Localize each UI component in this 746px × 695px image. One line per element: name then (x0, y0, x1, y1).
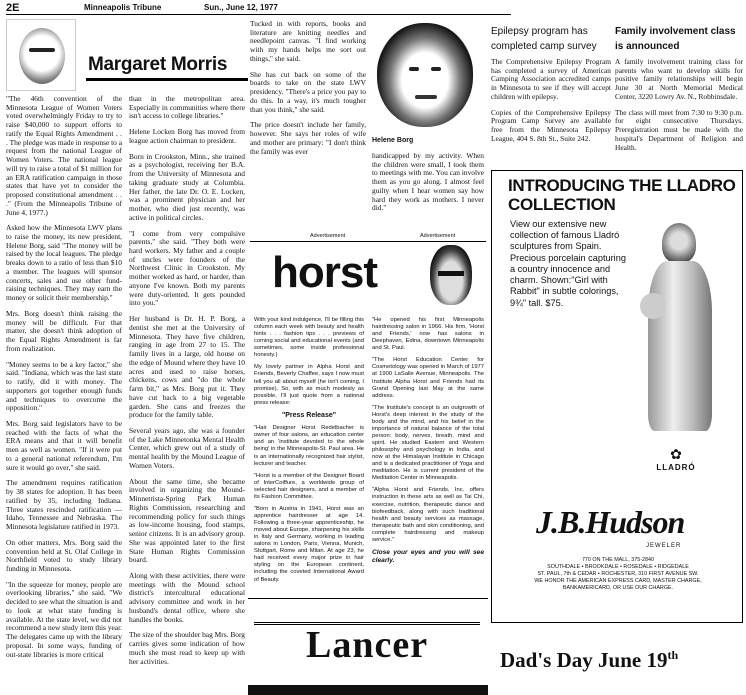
lancer-logo: Lancer (306, 624, 429, 666)
horst-right-column (372, 317, 484, 595)
paragraph: Along with these activities, there were meetings with the Mound school district's intercultural educational advisory committee and work in her husband's dental office, where she handles the books. (129, 570, 245, 624)
horst-title: horst (272, 248, 377, 297)
store-locations (496, 557, 740, 592)
epilepsy-story (491, 57, 611, 143)
lladro-description: View our extensive new collection of famous Lladró sculptures from Spain. Precious porcelain capturing a country innocence and charm. Shown:"Girl with Rabbit" in subtle colorings, 9¾" tall. $75. (510, 219, 626, 308)
paragraph: A family involvement training class for parents who want to develop skills for positive family relationships will begin June 30 at North Memorial Medical Center, 3220 Lowry Av. N., Robbinsdale. (615, 57, 743, 101)
paragraph: Copies of the Comprehensive Epilepsy Program Camp Survey are available free from the Minnesota Epilepsy League, 404 S. 8th St., Suite 242. (491, 107, 611, 143)
paragraph: About the same time, she became involved in organizing the Mound-Minnetrista-Spring Park Human Rights Commission, researching and recommending policy for such things as low-income housing, food stamps, senior citizens. It is an advisory group. She was appointed later to the first State Human Rights Commission board. (129, 476, 245, 565)
store-line: SOUTHDALE • BROOKDALE • ROSEDALE • RIDGEDALE (547, 564, 689, 571)
store-line: BANKAMERICARD, OR USE OUR CHARGE. (562, 585, 674, 592)
title-rule (86, 78, 248, 81)
issue-date: Sun., June 12, 1977 (204, 3, 278, 13)
paragraph: The amendment requires ratification by 38 states for adoption. It has been ratified by 35, including Indiana. Three states rescinded ratification — Idaho, Tennessee and Nebraska. The Minnesota legislature ratified in 1973. (6, 478, 122, 532)
horst-closing: Close your eyes and you will see clearly. (372, 548, 484, 564)
dads-day-suffix: th (667, 648, 679, 662)
store-line: ST. PAUL, 7th & CEDAR • ROCHESTER, 310 FIRST AVENUE SW. (537, 571, 699, 578)
store-line: WE HONOR THE AMERICAN EXPRESS CARD, MASTER CHARGE, (534, 578, 702, 585)
press-release-heading: "Press Release" (281, 411, 337, 419)
lladro-ad (491, 170, 743, 623)
article-column-3 (250, 20, 366, 230)
article-column-1 (6, 95, 122, 694)
horst-ad (250, 233, 486, 595)
paragraph: Tucked in with reports, books and literature are knitting needles and needlepoint canvas. "I find working with my hands helps me sort out things," she said. (250, 19, 366, 63)
ad-paragraph: "The Horst Education Center for Cosmetology was opened in March of 1977 at 1900 LaSalle Avenue, Minneapolis. The Institute Alpha Horst and Friends had its Grand Opening last May at the same address. (372, 357, 484, 399)
paragraph: The Comprehensive Epilepsy Program has completed a survey of American Camping Association accredited camps in Minnesota to see if they will accept children with epilepsy. (491, 57, 611, 101)
ad-paragraph: My lovely partner in Alpha Horst and Friends, Beverly Chaffee, says I now must tell you all about myself (he isn't coming, I promise). So, with as much modesty as possible, I'll just quote from a national press release: (254, 364, 364, 406)
lladro-logo (646, 449, 706, 472)
ad-paragraph: "Born in Austria in 1941, Horst was an apprentice hairdresser at age 14. Following a three-year apprenticeship, he moved about Europe, sharpening his skills in Italy and Germany, working in leading salons in London, Paris, Vienna, Munich, Stuttgart, Rome and Milan. At age 23, he had received every major prize in hair styling on the European continent, including the coveted International Award of Beauty. (254, 505, 364, 583)
column-title: Margaret Morris (88, 54, 228, 75)
paragraph: Born in Crookston, Minn., she trained as a psychologist, receiving her B.A. from the University of Minnesota and taking graduate study at Columbia. Her father, the late Dr. O. E. Locken, was a prominent physician and her mother, who died just recently, was active in political circles. (129, 151, 245, 222)
lancer-ad (248, 598, 488, 694)
ad-paragraph: "Horst is a member of the Designer Board of InterCoiffure, a worldwide group of selected hair designers, and a member of its Fashion Committee. (254, 472, 364, 500)
paragraph: Helene Locken Borg has moved from league action chairman to president. (129, 127, 245, 145)
paragraph: "I come from very compulsive parents," she said. "They both were hard workers. My father and a couple of uncles were founders of the Northwest Clinic in Crookston. My mother worked as hard, or harder, than anyone I've known. Both my parents were duty-oriented. It gets pounded into you." (129, 228, 245, 308)
epilepsy-headline: Epilepsy program has completed camp survey (491, 26, 597, 52)
ad-paragraph: "Hair Designer Horst Redelbacher is owner of four salons, an education center and an 'institute devoted to the whole being' in the Minneapolis-St. Paul area. He is an internationally recognized hair stylist, lecturer and teacher. (254, 425, 364, 467)
paragraph: The size of the shoulder bag Mrs. Borg carries gives some indication of how much she must read to keep up with her activities. (129, 630, 245, 666)
dads-day-banner (500, 648, 678, 673)
paragraph: "In the squeeze for money, people are overlooking libraries," she said. "We decided to see what the situation is and to look at what state funding is available. At the state level, we did not recommend a new study item this year. The delegates came up with the library proposal. In some ways, funding of out-state libraries is more critical (6, 579, 122, 659)
lladro-headline-1: INTRODUCING THE LLADRO (508, 176, 736, 195)
photo-caption: Helene Borg (372, 137, 414, 144)
lladro-headline-2: COLLECTION (508, 195, 616, 214)
publication-name: Minneapolis Tribune (84, 3, 162, 13)
lladro-brand: LLADRÓ (656, 463, 696, 472)
columnist-photo (6, 19, 76, 91)
ad-paragraph: "He opened his first Minneapolis hairdressing salon in 1966. His firm, 'Horst and Friends,' now has salons in Deephaven, Edina, downtown Minneapolis and St. Paul. (372, 317, 484, 352)
paragraph: Mrs. Borg doesn't think raising the money will be difficult. For that matter, she doesn't think adoption of the Equal Rights Amendment is far from realization. (6, 308, 122, 353)
family-story (615, 57, 743, 152)
ad-label: Advertisement (310, 233, 346, 239)
paragraph: Several years ago, she was a founder of the Lake Minnetonka Mental Health Center, which grew out of a study of mental health by the Mound League of Women Voters. (129, 425, 245, 470)
jb-hudson-logo: J.B.Hudson (536, 504, 685, 540)
horst-portrait (420, 243, 482, 313)
jb-hudson-subtitle: JEWELER (646, 543, 682, 549)
paragraph: than in the metropolitan area. Especially in communities where there isn't access to college libraries." (129, 94, 245, 121)
article-column-2 (129, 95, 245, 694)
family-headline: Family involvement class is announced (615, 26, 736, 52)
paragraph: Mrs. Borg said legislators have to be reached with the facts of what the ERA means and that it will benefit men as well as women. "If it were put to a general national referendum, I'm sure it would go over," she said. (6, 418, 122, 472)
page-number: 2E (6, 1, 20, 14)
paragraph: handicapped by my activity. When the children were small, I took them to meetings with me. You can involve them as you go along. I almost feel guilty when I hear women say how hard they work as mothers. I never did." (372, 151, 484, 213)
article-column-4 (372, 152, 484, 230)
ad-paragraph: With your kind indulgence, I'll be filling this column each week with beauty and health hints . . . fashion tips . . . previews of coming social and educational events (and sometimes, some inside professional honesty.) (254, 317, 364, 359)
store-line: 770 ON THE MALL, 375-2840 (581, 557, 655, 563)
paragraph: Asked how the Minnesota LWV plans to raise the money, its new president, Helene Borg, said "The money will be raised by the local leagues. The pledge breaks down to a ratio of less than $10 a member. The leagues will sponsor concerts, sales and use other fund-raising techniques. They may earn the money or solicit their membership." (6, 223, 122, 303)
ad-paragraph: "Alpha Horst and Friends, Inc. offers instruction in these arts as well as Tai Chi, exercise, nutrition, therapeutic dance and biofeedback, along with such traditional health and beauty services as massage, therapeutic bath and skin conditioning, and complete hairdressing and makeup service." (372, 487, 484, 543)
page-header (6, 2, 511, 15)
paragraph: The class will meet from 7:30 to 9:30 p.m. for eight consecutive Thursdays. Preregistration must be made with the hospital's Department of Religion and Health. (615, 107, 743, 152)
paragraph: "Money seems to be a key factor," she said. "Indiana, which was the last state to ratify, did it with money. The supporters got together enough funds and techniques to overcome the opposition." (6, 359, 122, 413)
ad-label: Advertisement (420, 233, 456, 239)
flower-icon: ✿ (670, 448, 682, 463)
ad-paragraph: "The Institute's concept is an outgrowth of Horst's deep interest in the study of the body and the mind, and his belief in the importance of natural balance of the total person: body, nerves, breath, mind and spirit. He studied Eastern and Western philosophy and psychology in India, and now at the Himalayan Institute in Chicago and is a dedicated practitioner of Yoga and meditation. He is current president of the Meditation Center in Minneapolis. (372, 404, 484, 482)
paragraph: She has cut back on some of the boards to take on the state LWV presidency. "There's a price you pay to do this. In a way, it's much tougher than you think," she said. (250, 69, 366, 114)
girl-with-rabbit-figurine (626, 223, 738, 435)
horst-left-column (254, 317, 364, 595)
paragraph: On other matters, Mrs. Borg said the convention held at St. Olaf College in Northfield voted to study library funding in Minnesota. (6, 537, 122, 573)
paragraph: Her husband is Dr. H. P. Borg, a dentist she met at the University of Minnesota. They have five children, ranging in age from 27 to 15. The family lives in a large, old house on the edge of Mound where they have 10 acres and used to raise horses, chickens, cows and "do the whole farm bit," as Mrs. Borg put it. They have cut back to a big vegetable garden. She cans and freezes the produce for the family table. (129, 314, 245, 420)
ad-top-rule (250, 241, 486, 242)
paragraph: The price doesn't include her family, however. She says her roles of wife and mother are primary: "I don't think the family was ever (250, 120, 366, 156)
lancer-base (248, 685, 488, 695)
dads-day-text: Dad's Day June 19 (500, 648, 668, 672)
paragraph: "The 46th convention of the Minnesota League of Women Voters voted overwhelmingly Friday to try to raise $40,000 to support efforts to ratify the Equal Rights Amendment . . . The pledge was made in response to a request from the national League of Women Voters. The national league will try to raise a total of $1 million for an ERA ratification campaign in those states that have yet to consider the proposed constitutional amendment . . ." (From the Minneapolis Tribune of June 4, 1977.) (6, 94, 122, 217)
helene-borg-photo (371, 21, 479, 135)
